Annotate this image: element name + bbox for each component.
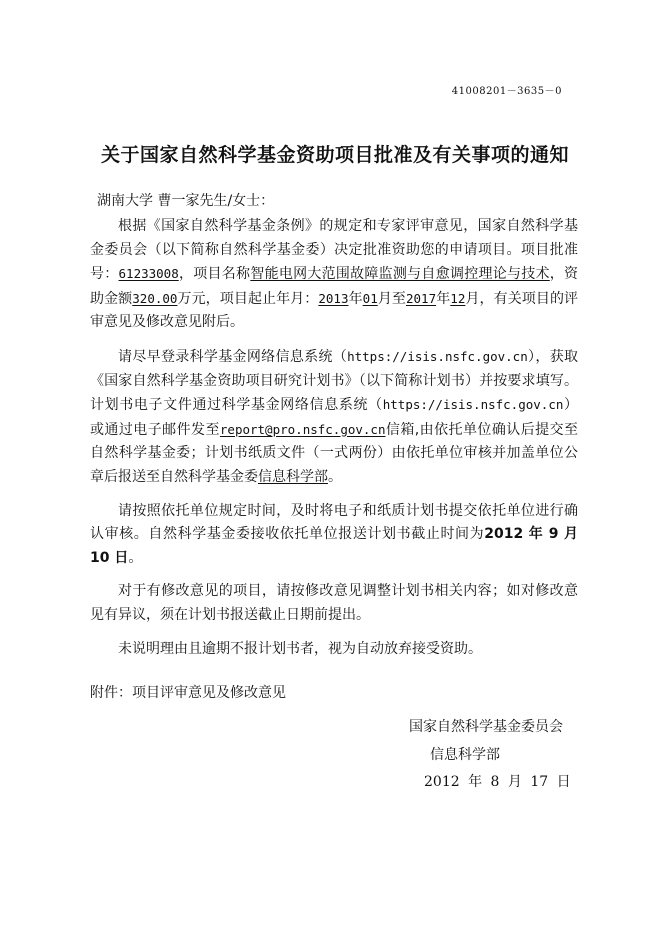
paragraph-revision: 对于有修改意见的项目，请按修改意见调整计划书相关内容；如对修改意见有异议，须在计划书报送截止日期前提出。 xyxy=(90,583,578,623)
signature-organization: 国家自然科学基金委员会 xyxy=(409,719,563,735)
isis-url-2: https://isis.nsfc.gov.cn xyxy=(382,397,564,413)
paragraph-plan-submission xyxy=(90,345,578,490)
date-year: 2012 xyxy=(424,774,460,790)
paragraph-approval xyxy=(90,215,578,335)
document-number: 41008201－3635－0 xyxy=(451,86,562,97)
paragraph-deadline xyxy=(90,500,578,571)
end-year: 2017 xyxy=(406,290,437,306)
funding-amount: 320.00 xyxy=(132,290,178,306)
date-month: 8 xyxy=(490,774,500,790)
start-month: 01 xyxy=(362,290,378,306)
report-email: report@pro.nsfc.gov.cn xyxy=(219,421,386,437)
signature-department: 信息科学部 xyxy=(430,747,500,763)
approval-text-4: 万元，项目起止年月： xyxy=(177,290,319,307)
approval-text-2: ，项目名称 xyxy=(178,266,251,283)
project-number: 61233008 xyxy=(118,266,179,282)
approval-text-3: ，资助金额 xyxy=(90,266,579,307)
deadline-text-1: 请按照依托单位规定时间，及时将电子和纸质计划书提交依托单位进行确认审核。自然科学基金委接收依托单位报送计划书截止时间为 xyxy=(90,502,578,543)
attachment-note: 附件：项目评审意见及修改意见 xyxy=(90,685,286,701)
salutation: 湖南大学 曹一家先生/女士： xyxy=(97,193,275,209)
document-body xyxy=(90,215,578,671)
deadline-text-2: 。 xyxy=(128,549,143,566)
start-year: 2013 xyxy=(318,290,349,306)
document-title: 关于国家自然科学基金资助项目批准及有关事项的通知 xyxy=(100,144,569,166)
plan-text-1: 请尽早登录科学基金网络信息系统（ xyxy=(118,348,348,365)
date-month-unit: 月 xyxy=(507,774,522,790)
project-name: 智能电网大范围故障监测与自愈调控理论与技术 xyxy=(250,266,550,283)
date-year-unit: 年 xyxy=(468,774,483,790)
date-day-unit: 日 xyxy=(556,774,571,790)
plan-text-4: 信箱,由依托单位确认后提交至自然科学基金委；计划书纸质文件（一式两份）由依托单位审核并加盖单位公章后报送至自然科学基金委 xyxy=(90,421,579,485)
deadline-date: 2012 年 9 月 10 日 xyxy=(90,526,579,566)
plan-text-5: 。 xyxy=(328,468,342,485)
paragraph-forfeit: 未说明理由且逾期不报计划书者，视为自动放弃接受资助。 xyxy=(118,640,482,657)
approval-text-1: 根据《国家自然科学基金条例》的规定和专家评审意见，国家自然科学基金委员会（以下简称自然科学基金委）决定批准资助您的申请项目。项目批准号： xyxy=(90,218,578,283)
signature-date xyxy=(424,771,571,791)
department-name: 信息科学部 xyxy=(258,468,328,485)
end-month: 12 xyxy=(450,290,466,306)
isis-url-1: https://isis.nsfc.gov.cn xyxy=(347,348,528,364)
approval-text-7: 年 xyxy=(436,290,451,307)
date-day: 17 xyxy=(530,774,549,790)
plan-text-2: ），获取《国家自然科学基金资助项目研究计划书》（以下简称计划书）并按要求填写。计划书电子文件通过科学基金网络信息系统（ xyxy=(90,348,579,414)
approval-text-6: 月至 xyxy=(377,290,406,307)
approval-text-5: 年 xyxy=(348,290,363,307)
approval-text-8: 月，有关项目的评审意见及修改意见附后。 xyxy=(90,290,579,331)
plan-text-3: ）或通过电子邮件发至 xyxy=(90,397,579,438)
